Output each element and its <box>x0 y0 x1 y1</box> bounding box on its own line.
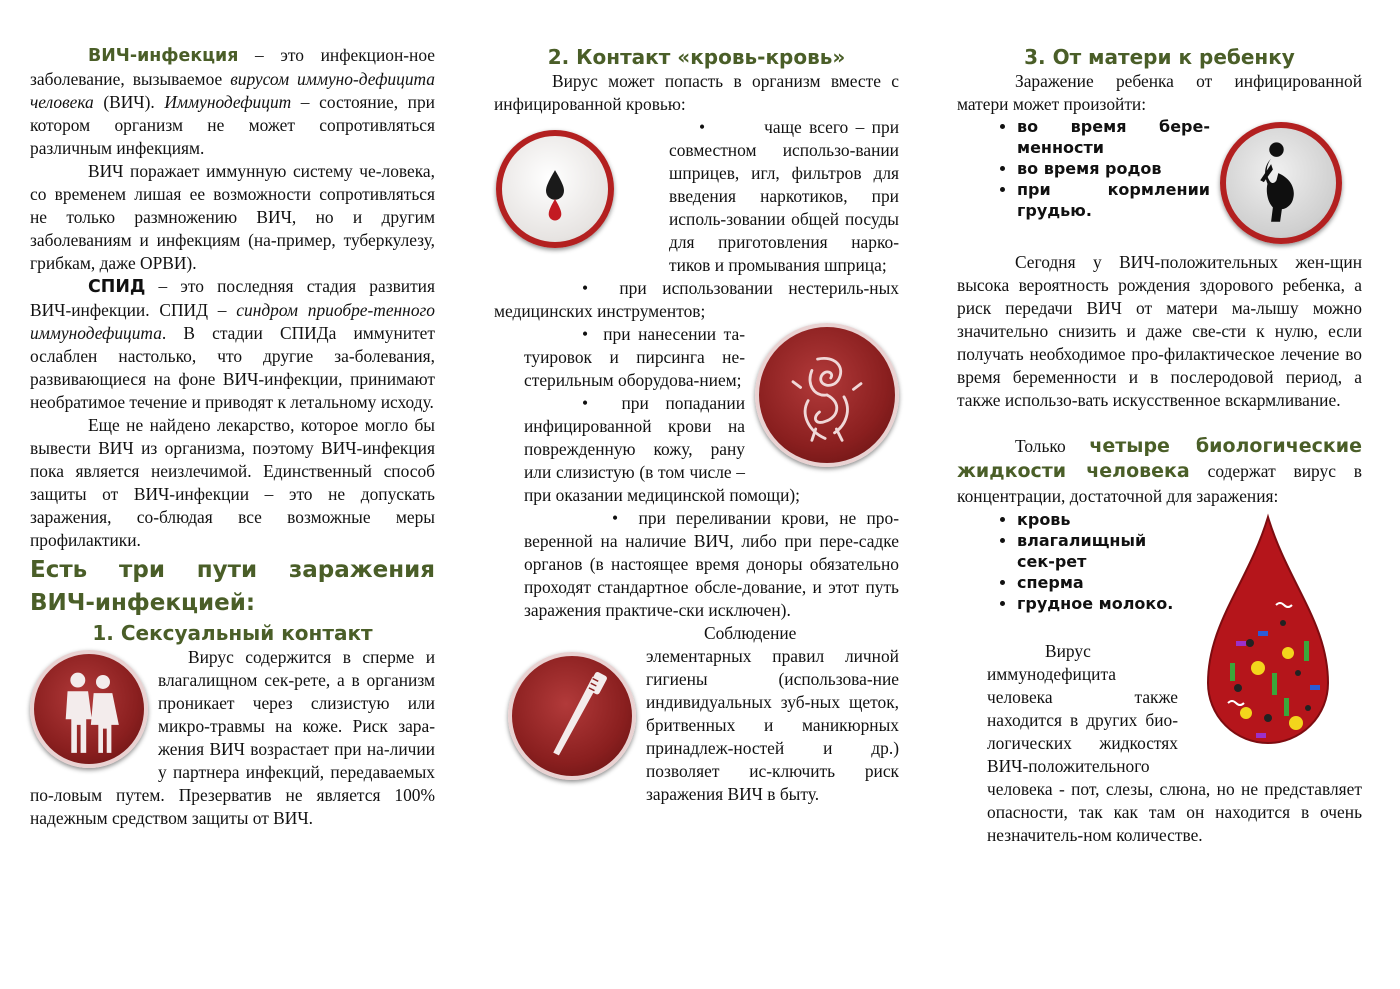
bullet-damaged-skin: • при попадании инфицированной крови на поврежденную кожу, рану или слизистую (в том числе – при оказании медицинской помощи); <box>524 393 801 505</box>
column-1 <box>30 44 435 830</box>
section-1-body <box>30 646 435 830</box>
bullet-syringes: • чаще всего – при совместном использо-вании шприцев, игл, фильтров для введения наркотиков, при исполь-зовании общей посуды для приготовления нарко-тиков и промывания шприца; <box>669 117 899 275</box>
blood-drop-illustration <box>1188 513 1348 753</box>
list-item: • во время родов <box>1017 158 1362 179</box>
list-item: • влагалищный сек-рет <box>1017 530 1362 572</box>
list-item: • сперма <box>1017 572 1362 593</box>
list-item: • грудное молоко. <box>1017 593 1362 614</box>
bullet-tattoo: • при нанесении та-туировок и пирсинга не-стерильным оборудова-нием; <box>524 324 745 390</box>
paragraph-hiv-definition: ВИЧ-инфекция – это инфекцион-ное заболевание, вызываемое вирусом иммуно-дефицита человека (ВИЧ). Иммунодефицит – состояние, при котором организм не может сопротивляться различным инфекциям. <box>30 45 435 158</box>
paragraph-four-fluids: Только четыре биологические жидкости человека содержат вирус в концентрации, достаточной для заражения: <box>957 435 1363 506</box>
pregnant-woman-icon <box>1220 122 1342 244</box>
paragraph-other-fluids: Вирус иммунодефицита человека также находится в других био-логических жидкостях ВИЧ-положительного человека - пот, слезы, слюна, но не представляет опасности, так как там он находится в очень незначитель-ном количестве. <box>987 641 1362 845</box>
section-1-text: Вирус содержится в сперме и влагалищном сек-рете, а в организм проникает через слизистую или микро-травмы на коже. Риск зара-жения ВИЧ возрастает при на-личии у партнера инфекций, передаваемых по-ловым путем. Презерватив не является 100% надежным средством защиты от ВИЧ. <box>30 647 435 828</box>
term-hiv: ВИЧ-инфекция <box>88 46 239 66</box>
list-item: • во время бере-менности <box>1017 116 1362 158</box>
paragraph-immune-system: ВИЧ поражает иммунную систему че-ловека, со временем лишая ее возможности сопротивляться не только размножению ВИЧ, но и другим заболеваниям и инфекциям (на-пример, туберкулезу, грибкам, даже ОРВИ). <box>30 161 435 273</box>
tattoo-icon <box>755 323 899 467</box>
couple-icon <box>30 650 148 768</box>
paragraph-aids: СПИД – это последняя стадия развития ВИЧ-инфекции. СПИД – синдром приобре-тенного иммунодефицита. В стадии СПИДа иммунитет ослаблен настолько, что другие за-болевания, развивающиеся на фоне ВИЧ-инфекции, принимают необратимое течение и приводят к летальному исходу. <box>30 276 435 412</box>
column-3 <box>957 44 1362 847</box>
column-2 <box>494 44 899 806</box>
paragraph-no-cure: Еще не найдено лекарство, которое могло бы вывести ВИЧ из организма, поэтому ВИЧ-инфекция пока является неизлечимой. Единственный способ защиты от ВИЧ-инфекции – это не допускать заражения, со-блюдая все возможные меры профилактики. <box>30 415 435 550</box>
ways-heading: Есть три пути заражения ВИЧ-инфекцией: <box>30 557 435 616</box>
list-item: • кровь <box>1017 509 1362 530</box>
bullet-transfusion: • при переливании крови, не про-веренной на наличие ВИЧ, либо при пере-садке органов (в настоящее время доноры обязательно проходят стандартное обсле-дование, и этот путь заражения практиче-ски исключен). <box>524 508 899 620</box>
section-1-heading: 1. Сексуальный контакт <box>92 621 373 645</box>
blood-drops-icon <box>496 130 614 248</box>
bullet-med-instruments: • при использовании нестериль-ных медицинских инструментов; <box>494 278 899 321</box>
hygiene-text: Соблюдение элементарных правил личной гигиены (использова-ние индивидуальных зуб-ных щеток, бритвенных и маникюрных принадлеж-ностей и др.) позволяет ис-ключить риск заражения ВИЧ в быту. <box>646 623 899 804</box>
list-item: • при кормлении грудью. <box>1017 179 1362 221</box>
section-3-heading: 3. От матери к ребенку <box>1024 45 1295 69</box>
toothbrush-icon <box>508 652 636 780</box>
paragraph-healthy-child: Сегодня у ВИЧ-положительных жен-щин высока вероятность рождения здорового ребенка, а риск передачи ВИЧ от матери ма-лышу можно значительно снизить и даже све-сти к нулю, если получать необходимое про-филактическое лечение во время беременности и в послеродовой период, а также использо-вать искусственное вскармливание. <box>957 252 1362 410</box>
section-2-heading: 2. Контакт «кровь-кровь» <box>547 45 846 69</box>
term-aids: СПИД <box>88 277 146 297</box>
section-3-intro: Заражение ребенка от инфицированной матери может произойти: <box>957 71 1362 114</box>
section-2-intro: Вирус может попасть в организм вместе с инфицированной кровью: <box>494 71 899 114</box>
